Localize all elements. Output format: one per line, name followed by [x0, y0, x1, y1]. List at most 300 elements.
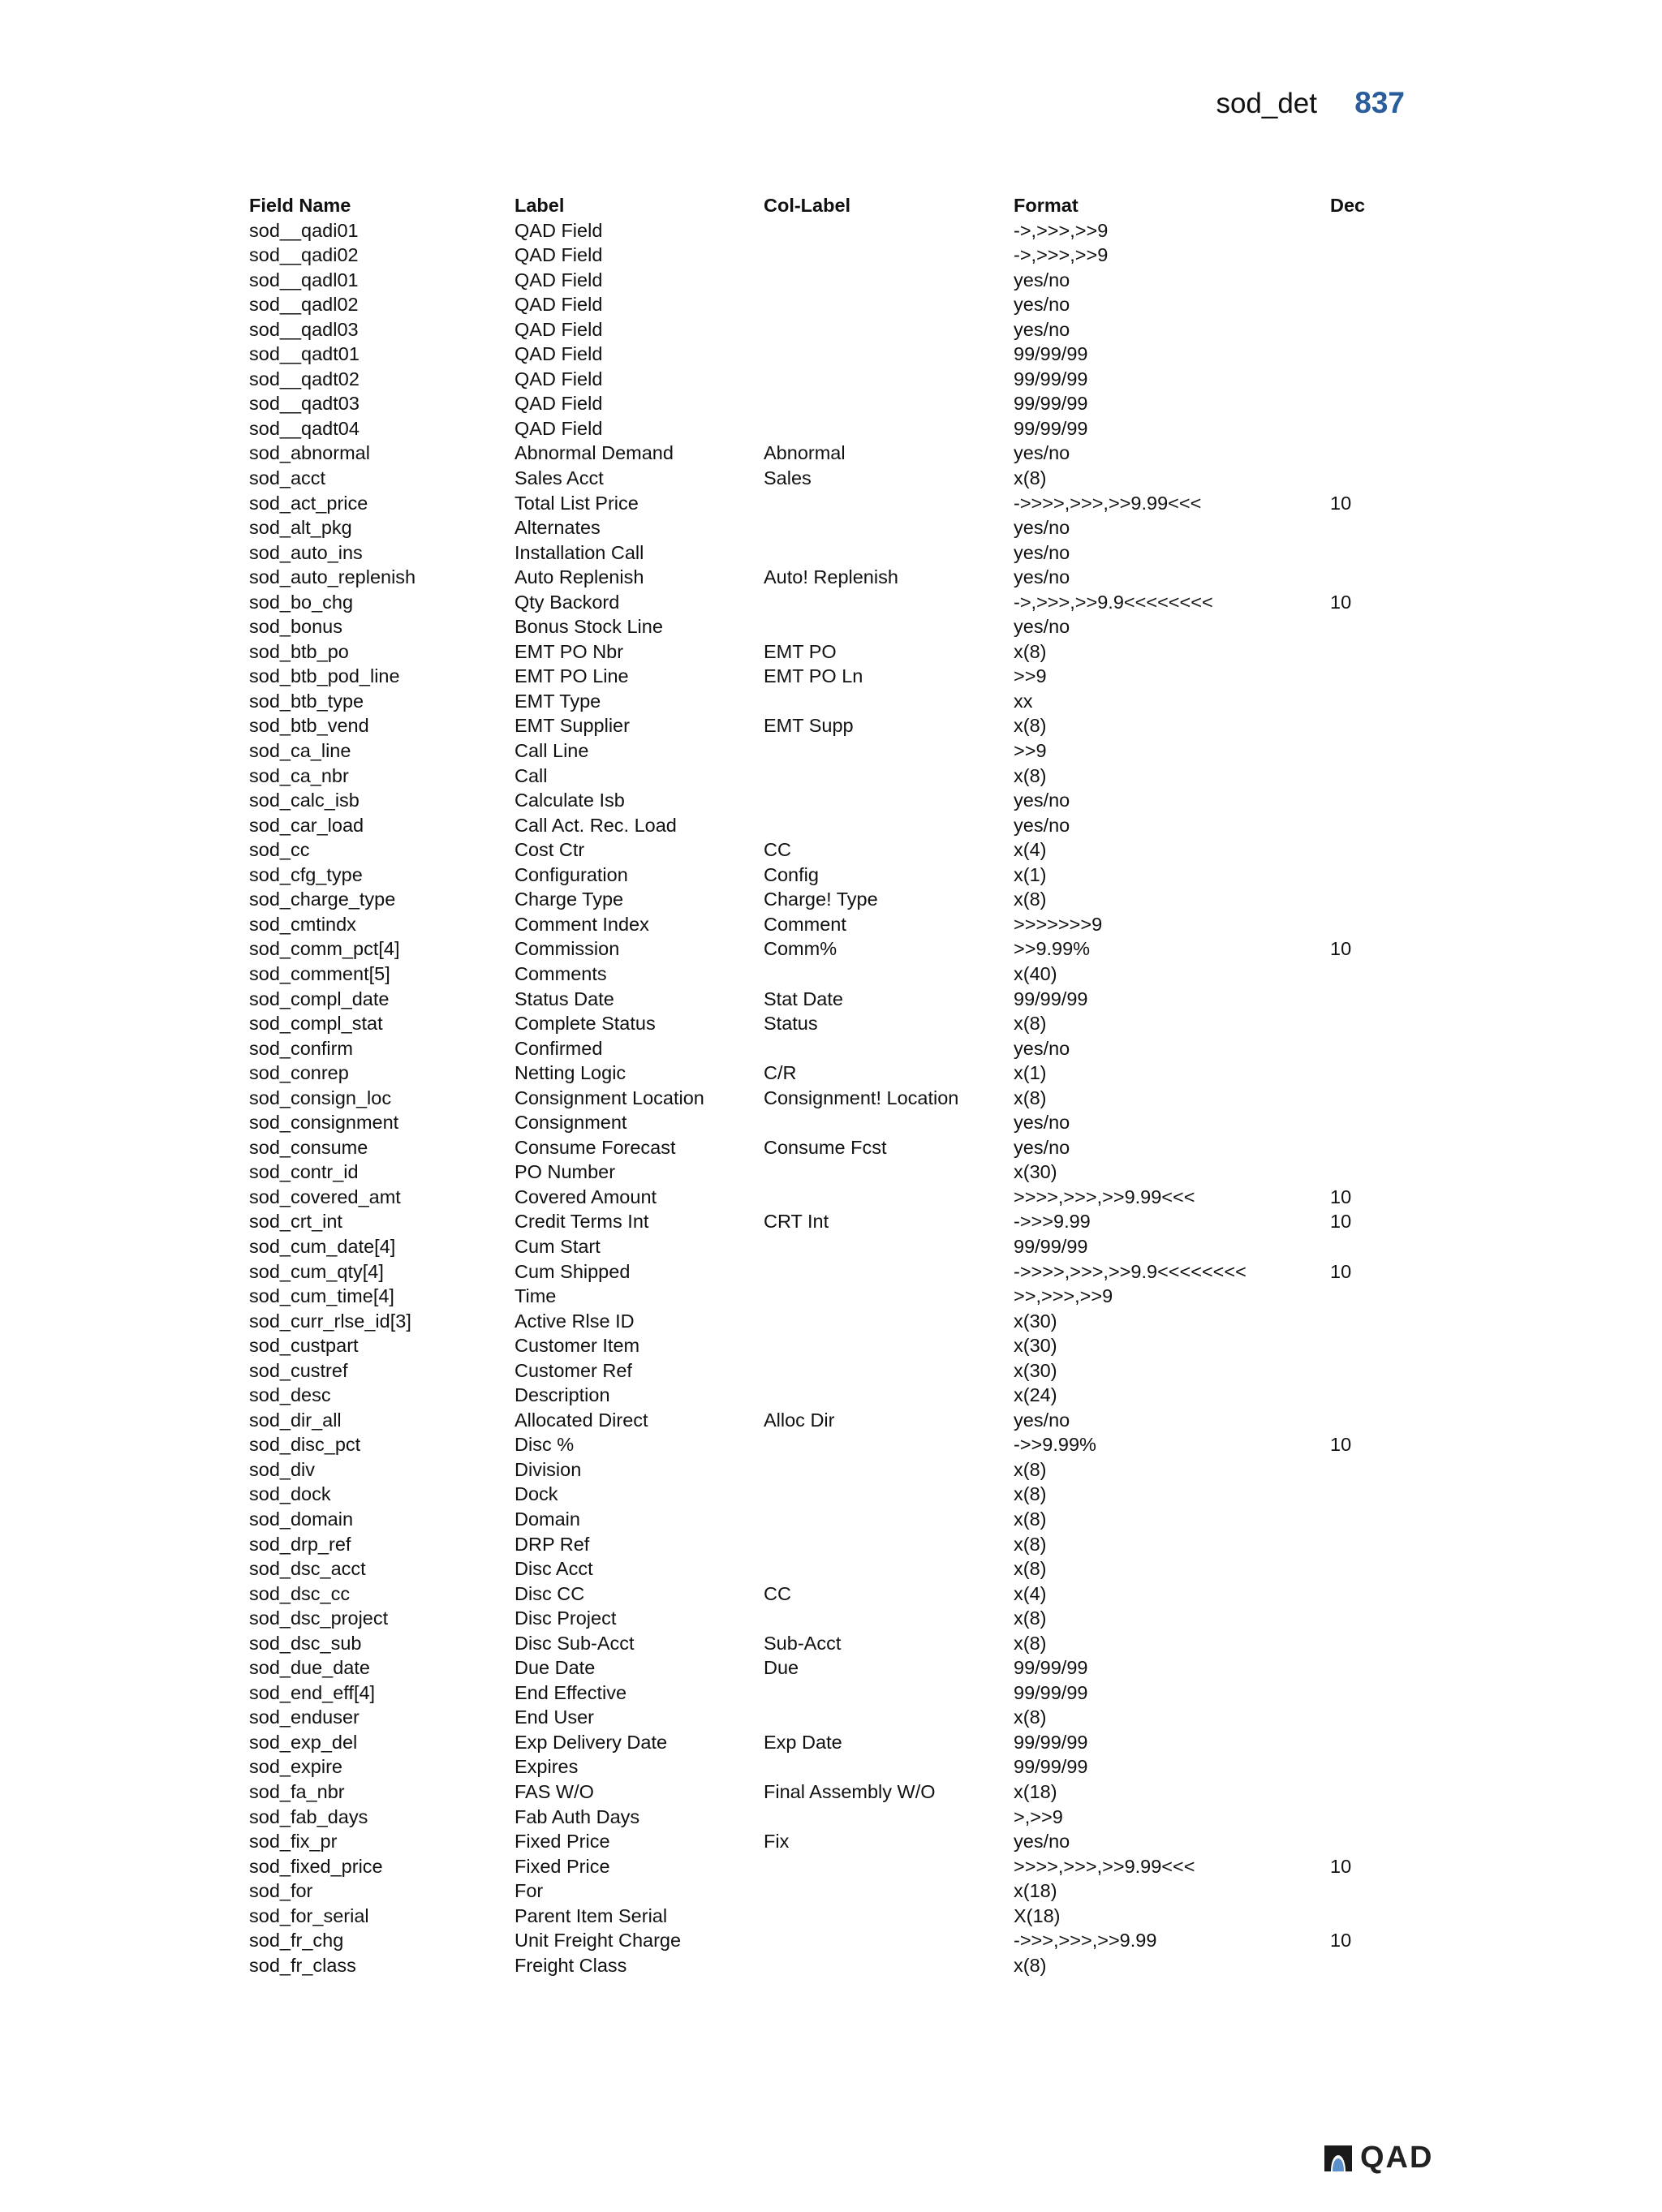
- table-row: [249, 1309, 1395, 1334]
- cell-field-name: sod_cum_time[4]: [249, 1285, 394, 1307]
- cell-col-label: CC: [764, 1582, 791, 1604]
- cell-field-name: sod_dock: [249, 1483, 331, 1505]
- cell-field-name: sod_ca_line: [249, 740, 351, 762]
- cell-label: Disc Sub-Acct: [515, 1632, 635, 1654]
- cell-format: >>,>>>,>>9: [1014, 1285, 1113, 1307]
- cell-field-name: sod_fab_days: [249, 1805, 368, 1827]
- cell-label: Fixed Price: [515, 1831, 610, 1853]
- table-row: [249, 292, 1395, 317]
- cell-label: Sales Acct: [515, 467, 604, 489]
- cell-field-name: sod_domain: [249, 1508, 354, 1530]
- table-row: [249, 466, 1395, 491]
- cell-field-name: sod_contr_id: [249, 1161, 359, 1183]
- cell-format: yes/no: [1014, 541, 1070, 563]
- table-row: [249, 788, 1395, 813]
- table-row: [249, 1036, 1395, 1061]
- cell-label: Calculate Isb: [515, 790, 625, 811]
- cell-dec: [1330, 1135, 1395, 1160]
- table-row: [249, 962, 1395, 987]
- cell-format: x(8): [1014, 889, 1047, 910]
- cell-col-label: [764, 590, 1014, 615]
- cell-dec: [1330, 1829, 1395, 1854]
- cell-format: >>9.99%: [1014, 938, 1091, 960]
- cell-dec: [1330, 912, 1395, 937]
- cell-col-label: Alloc Dir: [764, 1409, 835, 1431]
- cell-dec: 10: [1330, 1930, 1352, 1952]
- page-header: [0, 88, 1662, 136]
- cell-format: x(18): [1014, 1781, 1057, 1802]
- cell-col-label: [764, 1928, 1014, 1953]
- cell-label: Allocated Direct: [515, 1409, 648, 1431]
- cell-dec: [1330, 1606, 1395, 1631]
- cell-label: Netting Logic: [515, 1062, 626, 1084]
- cell-label: Bonus Stock Line: [515, 616, 663, 638]
- cell-label: QAD Field: [515, 343, 603, 365]
- cell-field-name: sod_due_date: [249, 1657, 370, 1679]
- cell-label: QAD Field: [515, 294, 603, 316]
- cell-format: ->>>>,>>>,>>9.99<<<: [1014, 492, 1202, 514]
- cell-dec: [1330, 466, 1395, 491]
- cell-format: ->>>>,>>>,>>9.9<<<<<<<<: [1014, 1260, 1246, 1282]
- cell-col-label: [764, 416, 1014, 441]
- cell-label: Call Act. Rec. Load: [515, 814, 677, 836]
- cell-dec: [1330, 837, 1395, 863]
- table-row: [249, 1681, 1395, 1706]
- cell-dec: [1330, 1110, 1395, 1135]
- cell-col-label: Config: [764, 863, 819, 885]
- cell-field-name: sod_conrep: [249, 1062, 349, 1084]
- cell-col-label: [764, 243, 1014, 268]
- cell-dec: [1330, 391, 1395, 416]
- table-row: [249, 1333, 1395, 1358]
- cell-field-name: sod_fixed_price: [249, 1855, 383, 1877]
- cell-col-label: [764, 317, 1014, 342]
- cell-dec: [1330, 1631, 1395, 1656]
- cell-format: >>>>>>>9: [1014, 913, 1103, 935]
- cell-format: >>>>,>>>,>>9.99<<<: [1014, 1855, 1195, 1877]
- cell-format: x(8): [1014, 640, 1047, 662]
- cell-format: yes/no: [1014, 566, 1070, 588]
- cell-col-label: Fix: [764, 1831, 790, 1853]
- cell-col-label: [764, 689, 1014, 714]
- cell-dec: [1330, 243, 1395, 268]
- cell-dec: 10: [1330, 492, 1352, 514]
- cell-format: yes/no: [1014, 814, 1070, 836]
- cell-field-name: sod_alt_pkg: [249, 517, 352, 539]
- cell-field-name: sod_curr_rlse_id[3]: [249, 1310, 411, 1332]
- table-row: [249, 1110, 1395, 1135]
- cell-label: Time: [515, 1285, 557, 1307]
- cell-format: yes/no: [1014, 1831, 1070, 1853]
- cell-field-name: sod_bonus: [249, 616, 342, 638]
- table-row: [249, 1209, 1395, 1234]
- cell-col-label: Status: [764, 1013, 818, 1035]
- cell-format: x(30): [1014, 1161, 1057, 1183]
- cell-col-label: Consignment! Location: [764, 1087, 959, 1108]
- cell-label: EMT PO Line: [515, 665, 629, 687]
- cell-label: Disc CC: [515, 1582, 585, 1604]
- table-row: [249, 1779, 1395, 1805]
- cell-dec: [1330, 1086, 1395, 1111]
- column-header-col-label: Col-Label: [764, 195, 851, 216]
- cell-label: Exp Delivery Date: [515, 1731, 668, 1753]
- table-row: [249, 987, 1395, 1012]
- cell-label: QAD Field: [515, 244, 603, 266]
- cell-field-name: sod_compl_stat: [249, 1013, 383, 1035]
- table-row: [249, 540, 1395, 566]
- cell-label: Disc %: [515, 1434, 575, 1456]
- cell-col-label: [764, 1904, 1014, 1929]
- cell-field-name: sod_auto_replenish: [249, 566, 416, 588]
- cell-field-name: sod__qadi02: [249, 244, 359, 266]
- cell-label: Consignment Location: [515, 1087, 704, 1108]
- cell-format: x(8): [1014, 715, 1047, 737]
- table-row: [249, 491, 1395, 516]
- cell-field-name: sod_for: [249, 1880, 313, 1902]
- cell-col-label: Stat Date: [764, 988, 843, 1009]
- cell-field-name: sod_dsc_acct: [249, 1558, 366, 1580]
- cell-field-name: sod_custref: [249, 1359, 348, 1381]
- cell-dec: [1330, 218, 1395, 243]
- table-row: [249, 565, 1395, 590]
- cell-field-name: sod_fa_nbr: [249, 1781, 345, 1802]
- cell-label: Division: [515, 1458, 582, 1480]
- cell-col-label: [764, 1259, 1014, 1285]
- cell-col-label: Sub-Acct: [764, 1632, 842, 1654]
- cell-col-label: [764, 1532, 1014, 1557]
- cell-col-label: Consume Fcst: [764, 1136, 887, 1158]
- cell-field-name: sod__qadl03: [249, 318, 359, 340]
- table-row: [249, 243, 1395, 268]
- cell-dec: 10: [1330, 938, 1352, 960]
- cell-field-name: sod_car_load: [249, 814, 364, 836]
- table-row: [249, 764, 1395, 789]
- cell-format: yes/no: [1014, 790, 1070, 811]
- cell-col-label: Comm%: [764, 938, 837, 960]
- cell-col-label: [764, 764, 1014, 789]
- cell-col-label: [764, 540, 1014, 566]
- cell-label: Description: [515, 1384, 610, 1406]
- table-row: [249, 1556, 1395, 1582]
- cell-field-name: sod_cfg_type: [249, 863, 363, 885]
- cell-col-label: [764, 391, 1014, 416]
- table-row: [249, 713, 1395, 738]
- cell-label: Abnormal Demand: [515, 442, 674, 464]
- table-row: [249, 863, 1395, 888]
- table-row: [249, 1928, 1395, 1953]
- cell-label: Charge Type: [515, 889, 624, 910]
- table-row: [249, 1829, 1395, 1854]
- cell-col-label: [764, 1432, 1014, 1457]
- table-row: [249, 515, 1395, 540]
- cell-label: Call: [515, 764, 548, 786]
- cell-field-name: sod_compl_date: [249, 988, 390, 1009]
- cell-field-name: sod_consume: [249, 1136, 368, 1158]
- cell-format: 99/99/99: [1014, 1235, 1088, 1257]
- field-table: [249, 193, 1395, 1977]
- cell-label: Fixed Price: [515, 1855, 610, 1877]
- cell-dec: [1330, 1011, 1395, 1036]
- cell-col-label: [764, 788, 1014, 813]
- cell-format: 99/99/99: [1014, 1681, 1088, 1703]
- cell-dec: [1330, 1358, 1395, 1384]
- cell-dec: [1330, 1730, 1395, 1755]
- table-row: [249, 639, 1395, 665]
- cell-format: 99/99/99: [1014, 368, 1088, 389]
- table-row: [249, 1061, 1395, 1086]
- cell-dec: [1330, 1878, 1395, 1904]
- cell-format: X(18): [1014, 1904, 1061, 1926]
- cell-field-name: sod_btb_vend: [249, 715, 369, 737]
- cell-dec: [1330, 1036, 1395, 1061]
- cell-format: x(4): [1014, 1582, 1047, 1604]
- cell-label: Freight Class: [515, 1954, 627, 1976]
- cell-dec: [1330, 268, 1395, 293]
- cell-field-name: sod_fr_class: [249, 1954, 356, 1976]
- cell-dec: [1330, 1556, 1395, 1582]
- cell-col-label: Charge! Type: [764, 889, 878, 910]
- cell-field-name: sod_for_serial: [249, 1904, 369, 1926]
- cell-field-name: sod_custpart: [249, 1335, 359, 1357]
- cell-format: ->>9.99%: [1014, 1434, 1096, 1456]
- cell-format: x(8): [1014, 1508, 1047, 1530]
- table-row: [249, 887, 1395, 912]
- cell-label: EMT Type: [515, 690, 601, 712]
- cell-dec: [1330, 1061, 1395, 1086]
- cell-dec: 10: [1330, 1186, 1352, 1207]
- cell-col-label: [764, 1284, 1014, 1309]
- cell-col-label: [764, 1234, 1014, 1259]
- cell-label: QAD Field: [515, 417, 603, 439]
- table-row: [249, 664, 1395, 689]
- table-row: [249, 689, 1395, 714]
- cell-label: QAD Field: [515, 219, 603, 241]
- cell-format: x(8): [1014, 1458, 1047, 1480]
- cell-dec: [1330, 1160, 1395, 1185]
- cell-label: Comment Index: [515, 913, 649, 935]
- table-row: [249, 317, 1395, 342]
- cell-col-label: Sales: [764, 467, 812, 489]
- cell-format: x(8): [1014, 1607, 1047, 1629]
- table-row: [249, 1160, 1395, 1185]
- table-row: [249, 1457, 1395, 1483]
- cell-label: For: [515, 1880, 544, 1902]
- cell-format: x(8): [1014, 1087, 1047, 1108]
- cell-dec: [1330, 1805, 1395, 1830]
- cell-field-name: sod_dsc_project: [249, 1607, 389, 1629]
- cell-format: ->,>>>,>>9.9<<<<<<<<: [1014, 591, 1213, 613]
- cell-dec: [1330, 863, 1395, 888]
- cell-dec: [1330, 987, 1395, 1012]
- cell-format: x(30): [1014, 1335, 1057, 1357]
- cell-label: End User: [515, 1706, 594, 1728]
- cell-col-label: [764, 1110, 1014, 1135]
- cell-dec: [1330, 1904, 1395, 1929]
- cell-dec: [1330, 1655, 1395, 1681]
- cell-field-name: sod_cmtindx: [249, 913, 356, 935]
- cell-format: x(8): [1014, 1013, 1047, 1035]
- cell-dec: [1330, 639, 1395, 665]
- cell-dec: 10: [1330, 591, 1352, 613]
- cell-dec: 10: [1330, 1855, 1352, 1877]
- table-row: [249, 1878, 1395, 1904]
- table-row: [249, 1432, 1395, 1457]
- cell-field-name: sod__qadl02: [249, 294, 359, 316]
- cell-dec: [1330, 1779, 1395, 1805]
- cell-format: x(8): [1014, 1706, 1047, 1728]
- table-row: [249, 912, 1395, 937]
- table-row: [249, 1185, 1395, 1210]
- cell-col-label: EMT PO Ln: [764, 665, 863, 687]
- cell-dec: [1330, 962, 1395, 987]
- cell-col-label: [764, 367, 1014, 392]
- table-row: [249, 1259, 1395, 1285]
- table-row: [249, 367, 1395, 392]
- cell-label: DRP Ref: [515, 1533, 590, 1555]
- table-row: [249, 1482, 1395, 1507]
- cell-col-label: C/R: [764, 1062, 797, 1084]
- cell-format: ->>>,>>>,>>9.99: [1014, 1930, 1157, 1952]
- cell-label: Covered Amount: [515, 1186, 657, 1207]
- cell-col-label: [764, 342, 1014, 367]
- cell-format: yes/no: [1014, 318, 1070, 340]
- cell-label: Due Date: [515, 1657, 596, 1679]
- cell-dec: [1330, 664, 1395, 689]
- cell-dec: [1330, 764, 1395, 789]
- page-number: 837: [1354, 86, 1405, 119]
- table-row: [249, 1655, 1395, 1681]
- cell-format: x(8): [1014, 1954, 1047, 1976]
- cell-col-label: [764, 1383, 1014, 1408]
- table-row: [249, 1086, 1395, 1111]
- cell-format: >>9: [1014, 740, 1047, 762]
- cell-field-name: sod__qadl01: [249, 269, 359, 290]
- cell-dec: 10: [1330, 1434, 1352, 1456]
- cell-label: QAD Field: [515, 318, 603, 340]
- cell-dec: [1330, 367, 1395, 392]
- table-row: [249, 1953, 1395, 1978]
- cell-field-name: sod_disc_pct: [249, 1434, 361, 1456]
- cell-field-name: sod_div: [249, 1458, 315, 1480]
- cell-col-label: [764, 1805, 1014, 1830]
- cell-col-label: Auto! Replenish: [764, 566, 898, 588]
- cell-label: Auto Replenish: [515, 566, 644, 588]
- cell-field-name: sod_calc_isb: [249, 790, 360, 811]
- cell-field-name: sod__qadt01: [249, 343, 360, 365]
- table-row: [249, 1408, 1395, 1433]
- cell-field-name: sod_auto_ins: [249, 541, 363, 563]
- table-row: [249, 1754, 1395, 1779]
- cell-col-label: [764, 218, 1014, 243]
- cell-field-name: sod_consign_loc: [249, 1087, 392, 1108]
- cell-label: Comments: [515, 962, 607, 984]
- cell-dec: 10: [1330, 1260, 1352, 1282]
- cell-format: yes/no: [1014, 616, 1070, 638]
- column-header-dec: Dec: [1330, 195, 1366, 216]
- cell-label: EMT PO Nbr: [515, 640, 624, 662]
- cell-col-label: [764, 491, 1014, 516]
- cell-format: 99/99/99: [1014, 343, 1088, 365]
- cell-col-label: [764, 1160, 1014, 1185]
- cell-format: x(24): [1014, 1384, 1057, 1406]
- cell-col-label: [764, 1854, 1014, 1879]
- cell-field-name: sod_btb_type: [249, 690, 364, 712]
- cell-field-name: sod_abnormal: [249, 442, 370, 464]
- cell-col-label: [764, 1185, 1014, 1210]
- cell-field-name: sod_confirm: [249, 1037, 353, 1059]
- cell-format: x(8): [1014, 764, 1047, 786]
- table-row: [249, 1532, 1395, 1557]
- cell-col-label: [764, 1333, 1014, 1358]
- qad-logo-icon: [1321, 2144, 1355, 2173]
- cell-label: Complete Status: [515, 1013, 656, 1035]
- cell-format: x(1): [1014, 863, 1047, 885]
- cell-field-name: sod_expire: [249, 1756, 342, 1778]
- cell-col-label: [764, 1754, 1014, 1779]
- cell-dec: [1330, 1383, 1395, 1408]
- cell-dec: [1330, 1953, 1395, 1978]
- cell-format: x(8): [1014, 1533, 1047, 1555]
- table-row: [249, 391, 1395, 416]
- cell-col-label: [764, 268, 1014, 293]
- cell-col-label: [764, 1878, 1014, 1904]
- cell-col-label: [764, 1606, 1014, 1631]
- cell-label: QAD Field: [515, 368, 603, 389]
- cell-label: Cum Shipped: [515, 1260, 631, 1282]
- cell-format: >,>>9: [1014, 1805, 1063, 1827]
- cell-format: x(18): [1014, 1880, 1057, 1902]
- cell-label: Consignment: [515, 1112, 627, 1134]
- cell-dec: [1330, 1457, 1395, 1483]
- cell-format: x(40): [1014, 962, 1057, 984]
- cell-dec: [1330, 416, 1395, 441]
- cell-col-label: Comment: [764, 913, 846, 935]
- cell-field-name: sod_desc: [249, 1384, 331, 1406]
- cell-label: Consume Forecast: [515, 1136, 676, 1158]
- cell-format: x(8): [1014, 467, 1047, 489]
- cell-field-name: sod_dir_all: [249, 1409, 342, 1431]
- cell-dec: [1330, 540, 1395, 566]
- cell-dec: [1330, 292, 1395, 317]
- cell-label: Cum Start: [515, 1235, 601, 1257]
- cell-format: yes/no: [1014, 294, 1070, 316]
- cell-label: Installation Call: [515, 541, 644, 563]
- cell-dec: [1330, 1582, 1395, 1607]
- table-row: [249, 1631, 1395, 1656]
- cell-field-name: sod_exp_del: [249, 1731, 358, 1753]
- qad-logo: [1321, 2141, 1433, 2175]
- cell-format: ->,>>>,>>9: [1014, 244, 1109, 266]
- cell-dec: 10: [1330, 1211, 1352, 1233]
- cell-dec: [1330, 1532, 1395, 1557]
- cell-col-label: Final Assembly W/O: [764, 1781, 936, 1802]
- cell-dec: [1330, 1284, 1395, 1309]
- cell-col-label: CC: [764, 839, 791, 861]
- table-name: sod_det: [1216, 88, 1317, 119]
- cell-field-name: sod_act_price: [249, 492, 368, 514]
- cell-field-name: sod_btb_pod_line: [249, 665, 400, 687]
- cell-label: Fab Auth Days: [515, 1805, 640, 1827]
- cell-col-label: [764, 292, 1014, 317]
- table-row: [249, 813, 1395, 838]
- cell-field-name: sod_comment[5]: [249, 962, 390, 984]
- table-row: [249, 1011, 1395, 1036]
- cell-label: Cost Ctr: [515, 839, 585, 861]
- cell-field-name: sod__qadi01: [249, 219, 359, 241]
- cell-dec: [1330, 1705, 1395, 1730]
- cell-field-name: sod_acct: [249, 467, 326, 489]
- cell-col-label: [764, 614, 1014, 639]
